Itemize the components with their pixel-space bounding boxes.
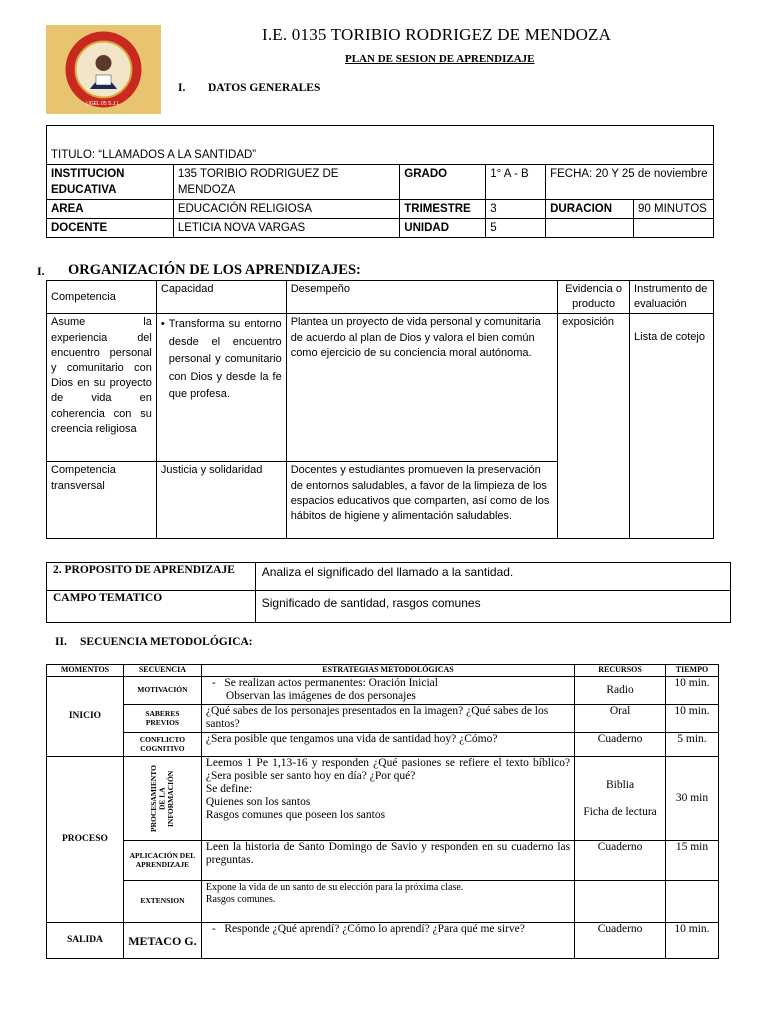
section-1-number: I. (178, 82, 186, 94)
secuencia-procesamiento-cell (123, 757, 201, 841)
grado-label: GRADO (400, 164, 486, 199)
extension-line-2: Rasgos comunes. (205, 894, 276, 905)
header-instrumento: Instrumento de evaluación (630, 281, 714, 314)
momento-proceso: PROCESO (47, 757, 124, 923)
capacidad-cell (156, 314, 286, 462)
aplicacion-tiempo: 15 min (666, 841, 719, 881)
conflicto-text: ¿Sera posible que tengamos una vida de santidad hoy? ¿Cómo? (201, 733, 574, 757)
extension-cell (201, 881, 574, 923)
procesamiento-recurso-1: Biblia (605, 778, 635, 791)
secuencia-table (46, 664, 719, 959)
section-2-number: I. (37, 264, 45, 278)
datos-generales-table (46, 125, 714, 238)
header-estrategias: ESTRATEGIAS METODOLÓGICAS (201, 665, 574, 677)
area-label: AREA (47, 199, 174, 218)
trimestre-value: 3 (486, 199, 546, 218)
section-1-title: DATOS GENERALES (208, 82, 321, 94)
dash: - (211, 923, 216, 935)
titulo: TITULO: “LLAMADOS A LA SANTIDAD” (47, 146, 714, 165)
organizacion-table (46, 280, 714, 539)
desempeno-text: Plantea un proyecto de vida personal y comunitaria de acuerdo al plan de Dios y valora el bien común como ejercicio de su conciencia moral autónoma. (286, 314, 557, 462)
header-capacidad: Capacidad (156, 281, 286, 314)
evidencia-text: exposición (558, 314, 630, 539)
empty-cell (666, 881, 719, 923)
header-evidencia: Evidencia o producto (558, 281, 630, 314)
unidad-value: 5 (486, 218, 546, 237)
header-desempeno: Desempeño (286, 281, 557, 314)
procesamiento-line-3: Quienes son los santos (205, 796, 311, 808)
transversal-label: Competencia transversal (47, 462, 157, 539)
institucion-label: INSTITUCION EDUCATIVA (47, 164, 174, 199)
conflicto-tiempo: 5 min. (666, 733, 719, 757)
empty-cell (575, 881, 666, 923)
duracion-label: DURACION (546, 199, 634, 218)
saberes-text: ¿Qué sabes de los personajes presentados en la imagen? ¿Qué sabes de los santos? (201, 705, 574, 733)
header-momentos: MOMENTOS (47, 665, 124, 677)
secuencia-saberes-previos: SABERES PREVIOS (123, 705, 201, 733)
plan-title: PLAN DE SESION DE APRENDIZAJE (345, 53, 535, 65)
bullet: • (160, 318, 165, 331)
institucion-value: 135 TORIBIO RODRIGUEZ DE MENDOZA (173, 164, 399, 199)
empty-cell (634, 218, 714, 237)
proposito-value: Analiza el significado del llamado a la santidad. (255, 563, 730, 591)
procesamiento-line-2: Se define: (205, 783, 253, 795)
section-3-title: SECUENCIA METODOLÓGICA: (80, 636, 253, 648)
instrumento-text: Lista de cotejo (630, 314, 714, 539)
capacidad-text: Transforma su entorno desde el encuentro personal y comunitario con Dios y desde la fe que profesa. (168, 318, 282, 401)
logo-text: UGEL 05 S.J.L. (86, 101, 121, 107)
procesamiento-line-1: Leemos 1 Pe 1,13-16 y responden ¿Qué pasiones se refiere el texto bíblico? ¿Sera posible ser santo hoy en día? ¿Por qué? (205, 757, 571, 782)
header-recursos: RECURSOS (575, 665, 666, 677)
duracion-value: 90 MINUTOS (634, 199, 714, 218)
secuencia-procesamiento: PROCESAMIENTO DE LA INFORMACIÓN (148, 765, 175, 832)
aplicacion-text: Leen la historia de Santo Domingo de Savio y responden en su cuaderno las preguntas. (201, 841, 574, 881)
dash: - (211, 677, 216, 689)
competencia-text: Asume la experiencia del encuentro personal y comunitario con Dios en su proyecto de vida en coherencia con su creencia religiosa (47, 314, 157, 462)
motivacion-tiempo: 10 min. (666, 677, 719, 705)
header-secuencia: SECUENCIA (123, 665, 201, 677)
saberes-tiempo: 10 min. (666, 705, 719, 733)
empty-cell (546, 218, 634, 237)
section-3-number: II. (55, 636, 67, 648)
procesamiento-recurso-2: Ficha de lectura (583, 805, 657, 818)
aplicacion-recursos: Cuaderno (575, 841, 666, 881)
secuencia-extension: EXTENSION (123, 881, 201, 923)
motivacion-recursos: Radio (575, 677, 666, 705)
secuencia-aplicacion: APLICACIÓN DEL APRENDIZAJE (123, 841, 201, 881)
secuencia-motivacion: MOTIVACIÓN (123, 677, 201, 705)
motivacion-cell (201, 677, 574, 705)
grado-value: 1° A - B (486, 164, 546, 199)
proposito-table (46, 562, 731, 623)
school-title: I.E. 0135 TORIBIO RODRIGEZ DE MENDOZA (262, 25, 612, 44)
extension-line-1: Expone la vida de un santo de su elección para la próxima clase. (205, 882, 464, 893)
saberes-recursos: Oral (575, 705, 666, 733)
momento-salida: SALIDA (47, 923, 124, 959)
unidad-label: UNIDAD (400, 218, 486, 237)
conflicto-recursos: Cuaderno (575, 733, 666, 757)
campo-tematico-label: CAMPO TEMATICO (47, 591, 256, 623)
transversal-desempeno: Docentes y estudiantes promueven la preservación de entornos saludables, a favor de la limpieza de los espacios educativos que comparten, así como de los hábitos de higiene y alimentación saludables. (286, 462, 557, 539)
header-tiempo: TIEMPO (666, 665, 719, 677)
procesamiento-cell (201, 757, 574, 841)
secuencia-metacog: METACO G. (123, 923, 201, 959)
metacog-cell (201, 923, 574, 959)
metacog-tiempo: 10 min. (666, 923, 719, 959)
momento-inicio: INICIO (47, 677, 124, 757)
campo-tematico-value: Significado de santidad, rasgos comunes (255, 591, 730, 623)
motivacion-line-2: Observan las imágenes de dos personajes (225, 690, 416, 702)
school-logo (46, 25, 161, 114)
docente-label: DOCENTE (47, 218, 174, 237)
metacog-recursos: Cuaderno (575, 923, 666, 959)
metacog-text: Responde ¿Qué aprendí? ¿Cómo lo aprendí? ¿Para qué me sirve? (224, 923, 525, 935)
area-value: EDUCACIÓN RELIGIOSA (173, 199, 399, 218)
trimestre-label: TRIMESTRE (400, 199, 486, 218)
fecha: FECHA: 20 Y 25 de noviembre (546, 164, 714, 199)
header-competencia: Competencia (47, 281, 157, 314)
motivacion-line-1: Se realizan actos permanentes: Oración Inicial (224, 677, 438, 689)
procesamiento-line-4: Rasgos comunes que poseen los santos (205, 809, 386, 821)
procesamiento-recursos-cell (575, 757, 666, 841)
transversal-capacidad: Justicia y solidaridad (156, 462, 286, 539)
docente-value: LETICIA NOVA VARGAS (173, 218, 399, 237)
secuencia-conflicto-cognitivo: CONFLICTO COGNITIVO (123, 733, 201, 757)
proposito-label: 2. PROPOSITO DE APRENDIZAJE (47, 563, 256, 591)
procesamiento-tiempo: 30 min (666, 757, 719, 841)
section-2-title: ORGANIZACIÓN DE LOS APRENDIZAJES: (68, 262, 361, 278)
